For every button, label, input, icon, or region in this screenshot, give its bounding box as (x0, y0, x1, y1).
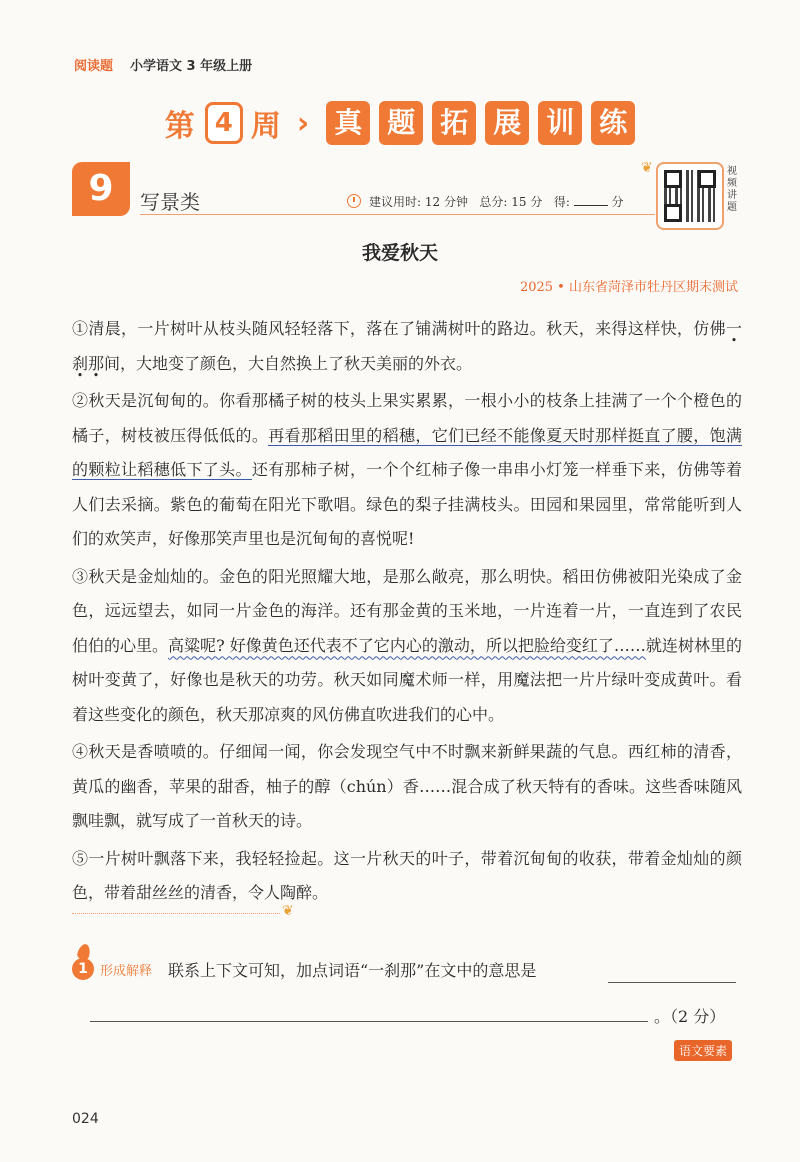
underlined-sentence: 再看那稻田里的稻穗，它们已经不能像夏天时那样挺直了腰，饱满的颗粒让稻穗低下了头。 (72, 425, 742, 479)
passage-body (72, 312, 742, 914)
paragraph-1 (72, 312, 742, 381)
section-title: 写景类 (140, 190, 200, 214)
score-blank[interactable] (574, 205, 608, 206)
section-meta (369, 193, 624, 210)
dotted-char: 那 (88, 353, 105, 373)
leaf-icon: ❦ (641, 160, 653, 176)
answer-blank[interactable] (90, 1021, 648, 1022)
clock-icon (347, 194, 361, 208)
dotted-char: 刹 (72, 353, 89, 373)
question-number: 1 (72, 958, 94, 980)
banner-char: 题 (379, 101, 423, 145)
total-score: 总分: 15 分 (479, 195, 543, 209)
score-label: 得: (553, 195, 570, 209)
p2-text: ②秋天是沉甸甸的。你看那橘子树的枝头上果实累累，一根小小的枝条上挂满了一个个橙色的橘子，树枝被压得低低的。 (72, 391, 742, 445)
week-banner (0, 94, 800, 152)
p2-text-end: 还有那柿子树，一个个红柿子像一串串小灯笼一样垂下来，仿佛等着人们去采摘。紫色的葡萄在阳光下歌唱。绿色的梨子挂满枝头。田园和果园里，常常能听到人们的欢笑声，好像那笑声里也是沉甸甸的喜悦呢! (72, 460, 742, 548)
question-text: 联系上下文可知，加点词语“一刹那”在文中的意思是 (168, 961, 537, 980)
leaf-icon: ❦ (282, 903, 294, 919)
section-divider (140, 214, 655, 215)
question-type: 形成解释 (100, 964, 153, 979)
p3-text-end: 就连树林里的树叶变黄了，好像也是秋天的功劳。秋天如同魔术师一样，用魔法把一片片绿叶变成黄叶。看着这些变化的颜色，秋天那凉爽的风仿佛直吹进我们的心中。 (72, 635, 742, 724)
qr-code[interactable] (656, 162, 724, 230)
wavy-underlined-sentence: 高粱呢? 好像黄色还代表不了它内心的激动，所以把脸给变红了…… (168, 635, 646, 655)
dotted-char: 一 (725, 319, 742, 338)
banner-char: 拓 (432, 101, 476, 145)
skill-badge: 语文要素 (674, 1040, 732, 1061)
page-number: 024 (72, 1111, 99, 1127)
qr-finder (664, 204, 682, 222)
suggested-time: 建议用时: 12 分钟 (369, 195, 468, 209)
qr-finder (698, 170, 716, 188)
category-tag: 阅读题 (74, 59, 114, 74)
qr-label: 视频讲题 (727, 166, 737, 213)
banner-char: 真 (326, 101, 370, 145)
banner-char: 训 (538, 101, 582, 145)
week-prefix: 第 (164, 109, 197, 144)
paragraph-3 (72, 560, 742, 733)
paragraph-2 (72, 384, 742, 557)
banner-char: 练 (591, 101, 635, 145)
week-suffix: 周 (250, 109, 283, 144)
passage-title: 我爱秋天 (361, 242, 438, 264)
section-number: 9 (72, 162, 130, 216)
chevron-right-icon: › (296, 105, 310, 141)
passage-source: 2025 • 山东省菏泽市牡丹区期末测试 (519, 280, 738, 295)
paragraph-4: ④秋天是香喷喷的。仔细闻一闻，你会发现空气中不时飘来新鲜果蔬的气息。西红柿的清香，黄瓜的幽香，苹果的甜香，柚子的醇（chún）香……混合成了秋天特有的香味。这些香味随风飘哇飘，就写成了一首秋天的诗。 (72, 742, 742, 830)
question-score: 。（2 分） (654, 1007, 726, 1026)
p3-text: ③秋天是金灿灿的。金色的阳光照耀大地，是那么敞亮，那么明快。稻田仿佛被阳光染成了金色，远远望去，如同一片金色的海洋。还有那金黄的玉米地，一片连着一片，一直连到了农民伯伯的心里。 (72, 566, 742, 655)
dotted-divider (72, 913, 280, 914)
book-subtitle: 小学语文 3 年级上册 (130, 59, 253, 74)
week-number: 4 (205, 102, 243, 144)
paragraph-5: ⑤一片树叶飘落下来，我轻轻捡起。这一片秋天的叶子，带着沉甸甸的收获，带着金灿灿的颜色，带着甜丝丝的清香，令人陶醉。 (72, 848, 742, 902)
p1-text: ①清晨，一片树叶从枝头随风轻轻落下，落在了铺满树叶的路边。秋天，来得这样快，仿佛 (72, 319, 726, 338)
p1-text-end: 间，大地变了颜色，大自然换上了秋天美丽的外衣。 (104, 353, 473, 373)
qr-finder (664, 170, 682, 188)
banner-char: 展 (485, 101, 529, 145)
score-unit: 分 (611, 195, 624, 209)
answer-blank[interactable] (608, 982, 736, 983)
